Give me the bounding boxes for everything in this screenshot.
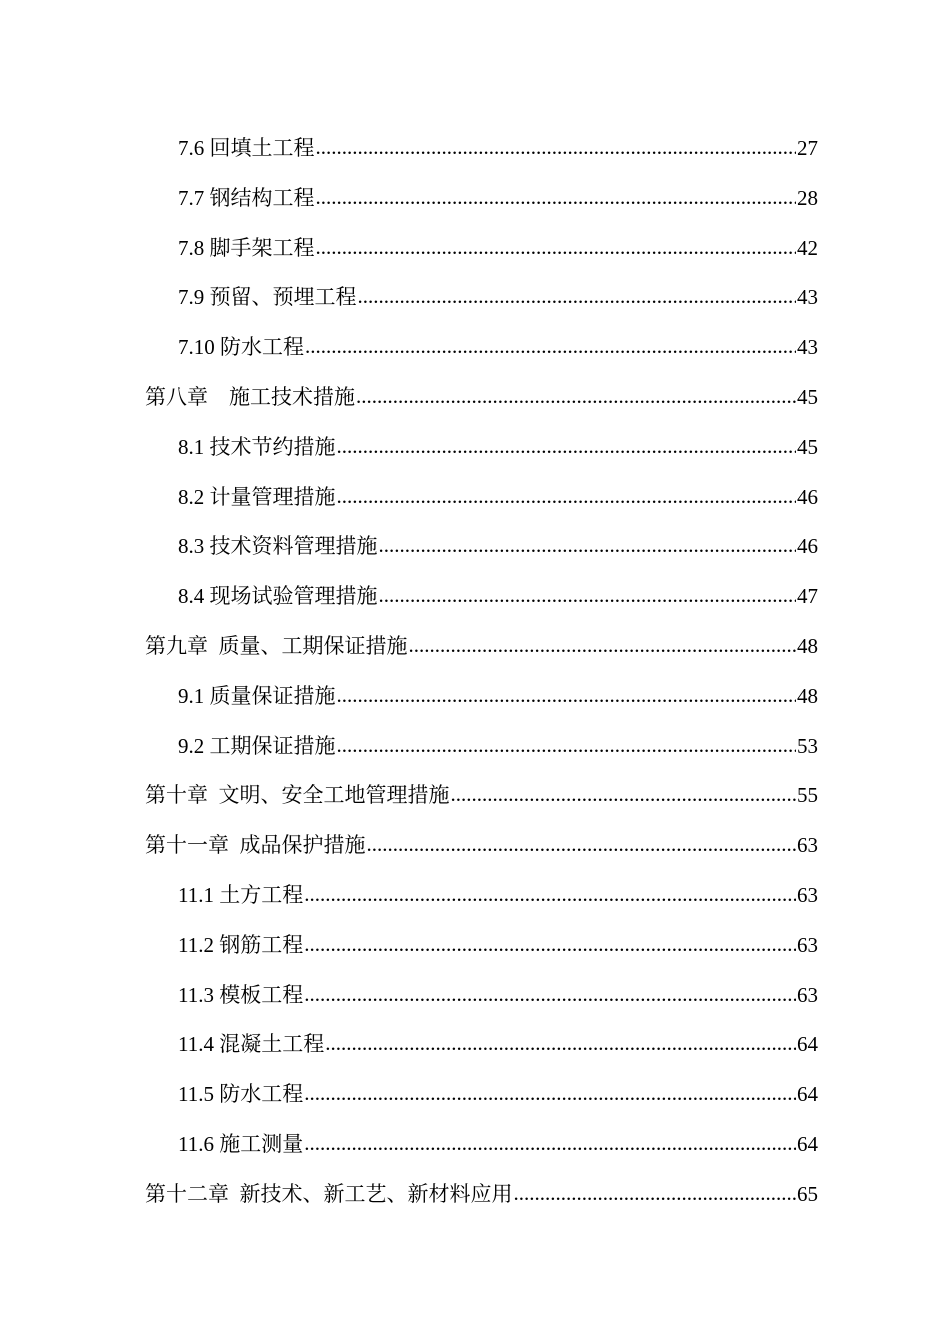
toc-entry-title: 11.6 施工测量 xyxy=(178,1131,304,1156)
toc-section-entry[interactable] xyxy=(145,572,818,622)
toc-entry-page-number: 43 xyxy=(797,285,818,310)
toc-dot-leader xyxy=(337,682,797,703)
toc-section-entry[interactable] xyxy=(145,174,818,224)
toc-entry-page-number: 27 xyxy=(797,136,818,160)
toc-chapter-entry[interactable] xyxy=(145,373,818,423)
table-of-contents xyxy=(145,124,818,1220)
toc-dot-leader xyxy=(358,283,797,304)
toc-dot-leader xyxy=(356,383,796,404)
toc-section-entry[interactable] xyxy=(145,971,818,1021)
toc-section-entry[interactable] xyxy=(145,722,818,772)
toc-section-entry[interactable] xyxy=(145,672,818,722)
toc-dot-leader xyxy=(337,483,797,504)
toc-entry-page-number: 42 xyxy=(797,235,818,260)
toc-entry-page-number: 63 xyxy=(797,882,818,907)
toc-dot-leader xyxy=(305,333,796,354)
toc-dot-leader xyxy=(379,532,797,553)
toc-entry-page-number: 64 xyxy=(797,1131,818,1156)
toc-section-entry[interactable] xyxy=(145,921,818,971)
toc-section-entry[interactable] xyxy=(145,124,818,174)
toc-entry-title: 11.2 钢筋工程 xyxy=(178,932,304,957)
toc-entry-page-number: 47 xyxy=(797,584,818,609)
toc-section-entry[interactable] xyxy=(145,473,818,523)
toc-chapter-entry[interactable] xyxy=(145,771,818,821)
toc-dot-leader xyxy=(367,831,797,852)
toc-entry-title: 第九章 质量、工期保证措施 xyxy=(145,633,408,658)
toc-dot-leader xyxy=(304,1130,796,1151)
toc-entry-page-number: 63 xyxy=(797,982,818,1007)
toc-entry-title: 9.2 工期保证措施 xyxy=(178,733,336,758)
toc-entry-title: 7.9 预留、预埋工程 xyxy=(178,285,357,310)
toc-entry-title: 8.1 技术节约措施 xyxy=(178,434,336,459)
toc-entry-page-number: 45 xyxy=(797,384,818,409)
toc-section-entry[interactable] xyxy=(145,871,818,921)
toc-entry-title: 11.3 模板工程 xyxy=(178,982,304,1007)
toc-entry-page-number: 65 xyxy=(797,1181,818,1206)
toc-entry-page-number: 46 xyxy=(797,534,818,559)
toc-chapter-entry[interactable] xyxy=(145,821,818,871)
toc-entry-title: 8.3 技术资料管理措施 xyxy=(178,534,378,559)
toc-entry-title: 11.1 土方工程 xyxy=(178,882,304,907)
toc-section-entry[interactable] xyxy=(145,522,818,572)
toc-section-entry[interactable] xyxy=(145,323,818,373)
toc-entry-title: 7.6 回填土工程 xyxy=(178,136,315,160)
toc-entry-page-number: 64 xyxy=(797,1082,818,1107)
toc-entry-title: 第十章 文明、安全工地管理措施 xyxy=(145,783,450,808)
toc-entry-page-number: 55 xyxy=(797,783,818,808)
toc-dot-leader xyxy=(304,1080,796,1101)
toc-entry-title: 8.2 计量管理措施 xyxy=(178,484,336,509)
toc-dot-leader xyxy=(316,134,797,155)
toc-entry-title: 11.5 防水工程 xyxy=(178,1082,304,1107)
toc-chapter-entry[interactable] xyxy=(145,1170,818,1220)
toc-entry-title: 7.8 脚手架工程 xyxy=(178,235,315,260)
toc-entry-page-number: 45 xyxy=(797,434,818,459)
toc-entry-page-number: 48 xyxy=(797,633,818,658)
toc-dot-leader xyxy=(304,981,796,1002)
toc-dot-leader xyxy=(325,1030,796,1051)
toc-entry-title: 第十一章 成品保护措施 xyxy=(145,833,366,858)
toc-section-entry[interactable] xyxy=(145,273,818,323)
toc-entry-page-number: 46 xyxy=(797,484,818,509)
toc-entry-title: 11.4 混凝土工程 xyxy=(178,1032,325,1057)
toc-section-entry[interactable] xyxy=(145,1020,818,1070)
toc-entry-page-number: 48 xyxy=(797,683,818,708)
toc-entry-page-number: 63 xyxy=(797,932,818,957)
toc-section-entry[interactable] xyxy=(145,1070,818,1120)
toc-section-entry[interactable] xyxy=(145,224,818,274)
toc-entry-title: 第十二章 新技术、新工艺、新材料应用 xyxy=(145,1181,513,1206)
toc-entry-page-number: 53 xyxy=(797,733,818,758)
toc-entry-title: 8.4 现场试验管理措施 xyxy=(178,584,378,609)
toc-dot-leader xyxy=(304,881,796,902)
toc-dot-leader xyxy=(409,632,797,653)
toc-entry-page-number: 63 xyxy=(797,833,818,858)
toc-entry-title: 7.7 钢结构工程 xyxy=(178,185,315,210)
toc-dot-leader xyxy=(337,433,797,454)
toc-entry-page-number: 43 xyxy=(797,335,818,360)
toc-chapter-entry[interactable] xyxy=(145,622,818,672)
toc-dot-leader xyxy=(451,781,797,802)
toc-entry-page-number: 28 xyxy=(797,185,818,210)
toc-dot-leader xyxy=(316,234,797,255)
toc-dot-leader xyxy=(379,582,797,603)
toc-section-entry[interactable] xyxy=(145,1120,818,1170)
toc-dot-leader xyxy=(337,732,797,753)
toc-entry-title: 第八章 施工技术措施 xyxy=(145,384,355,409)
toc-entry-title: 9.1 质量保证措施 xyxy=(178,683,336,708)
toc-entry-page-number: 64 xyxy=(797,1032,818,1057)
toc-dot-leader xyxy=(514,1180,797,1201)
toc-entry-title: 7.10 防水工程 xyxy=(178,335,304,360)
toc-dot-leader xyxy=(316,184,797,205)
toc-dot-leader xyxy=(304,931,796,952)
toc-section-entry[interactable] xyxy=(145,423,818,473)
